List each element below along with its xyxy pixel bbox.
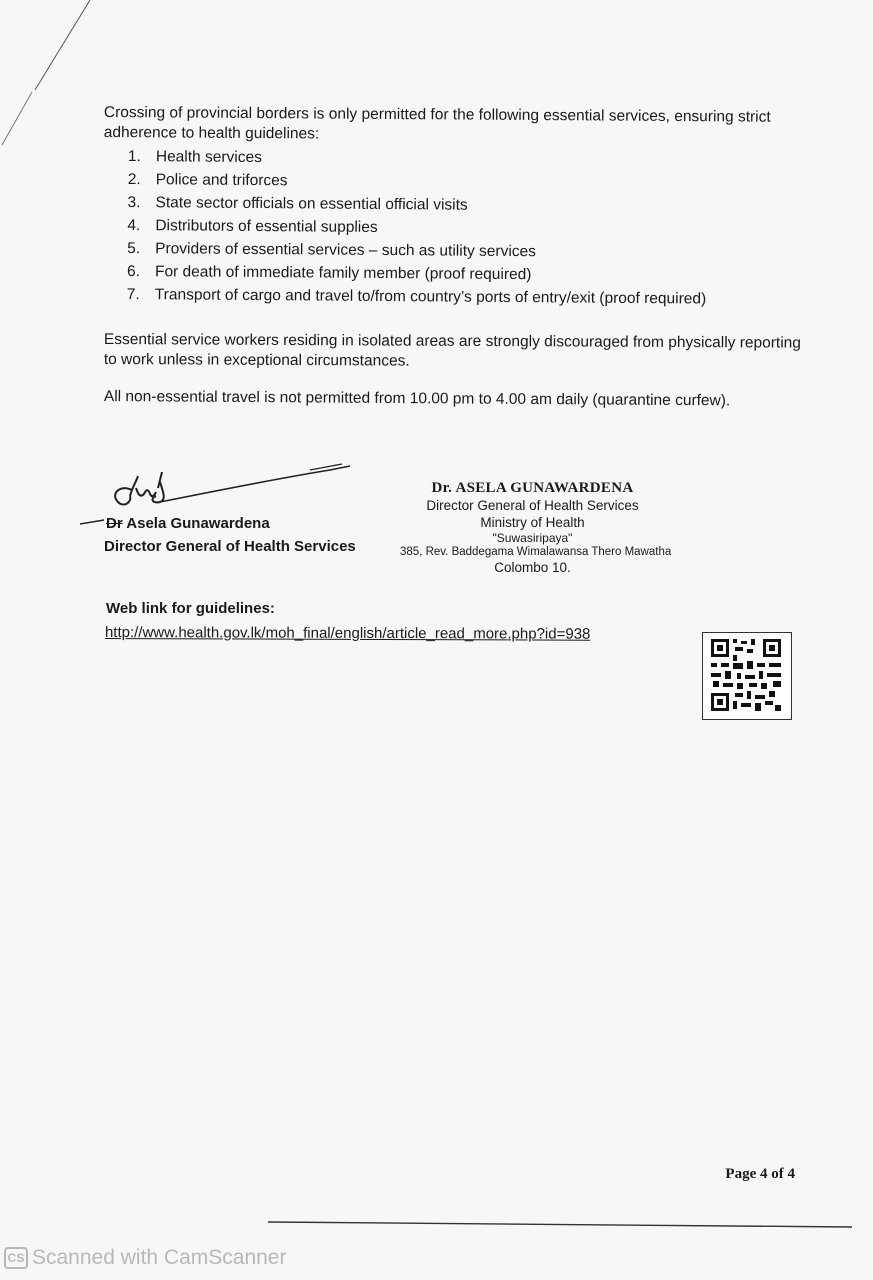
intro-paragraph: Crossing of provincial borders is only permitted for the following essential services, ensuring strict adherence to health guidelines: (103, 103, 771, 143)
list-item: 4. Distributors of essential supplies (127, 216, 378, 236)
signatory-title: Director General of Health Services (104, 538, 356, 555)
camscanner-watermark: CS Scanned with CamScanner (4, 1246, 286, 1270)
stamp-ministry: Ministry of Health (480, 515, 585, 530)
page-number: Page 4 of 4 (725, 1166, 795, 1182)
official-stamp (400, 480, 672, 576)
stamp-designation: Director General of Health Services (426, 498, 639, 513)
essential-services-list (127, 145, 708, 311)
signatory-name: Dr Asela Gunawardena (106, 515, 270, 532)
list-item: 5. Providers of essential services – such as utility services (127, 239, 537, 261)
isolated-workers-paragraph: Essential service workers residing in isolated areas are strongly discouraged from physically reporting to work unless in exceptional circumstances. (103, 331, 801, 370)
scan-edge-line (0, 0, 100, 150)
list-item: 6. For death of immediate family member (proof required) (126, 262, 532, 284)
stamp-name: Dr. ASELA GUNAWARDENA (431, 480, 634, 496)
qr-code-icon (702, 632, 792, 720)
list-item: 3. State sector officials on essential official visits (127, 193, 468, 214)
curfew-paragraph: All non-essential travel is not permitted from 10.00 pm to 4.00 am daily (quarantine curfew). (103, 387, 731, 410)
stamp-building: "Suwasiripaya" (492, 531, 573, 545)
list-item: 7. Transport of cargo and travel to/from country’s ports of entry/exit (proof required) (126, 285, 707, 308)
footer-rule (0, 1215, 873, 1245)
guidelines-link[interactable]: http://www.health.gov.lk/moh_final/english/article_read_more.php?id=938 (104, 624, 591, 643)
stamp-city: Colombo 10. (494, 560, 571, 575)
list-item: 2. Police and triforces (127, 170, 288, 190)
stamp-address: 385, Rev. Baddegama Wimalawansa Thero Mawatha (400, 546, 672, 558)
list-item: 1. Health services (127, 147, 262, 167)
camscanner-logo-icon: CS (4, 1247, 28, 1269)
web-link-label: Web link for guidelines: (106, 600, 275, 617)
